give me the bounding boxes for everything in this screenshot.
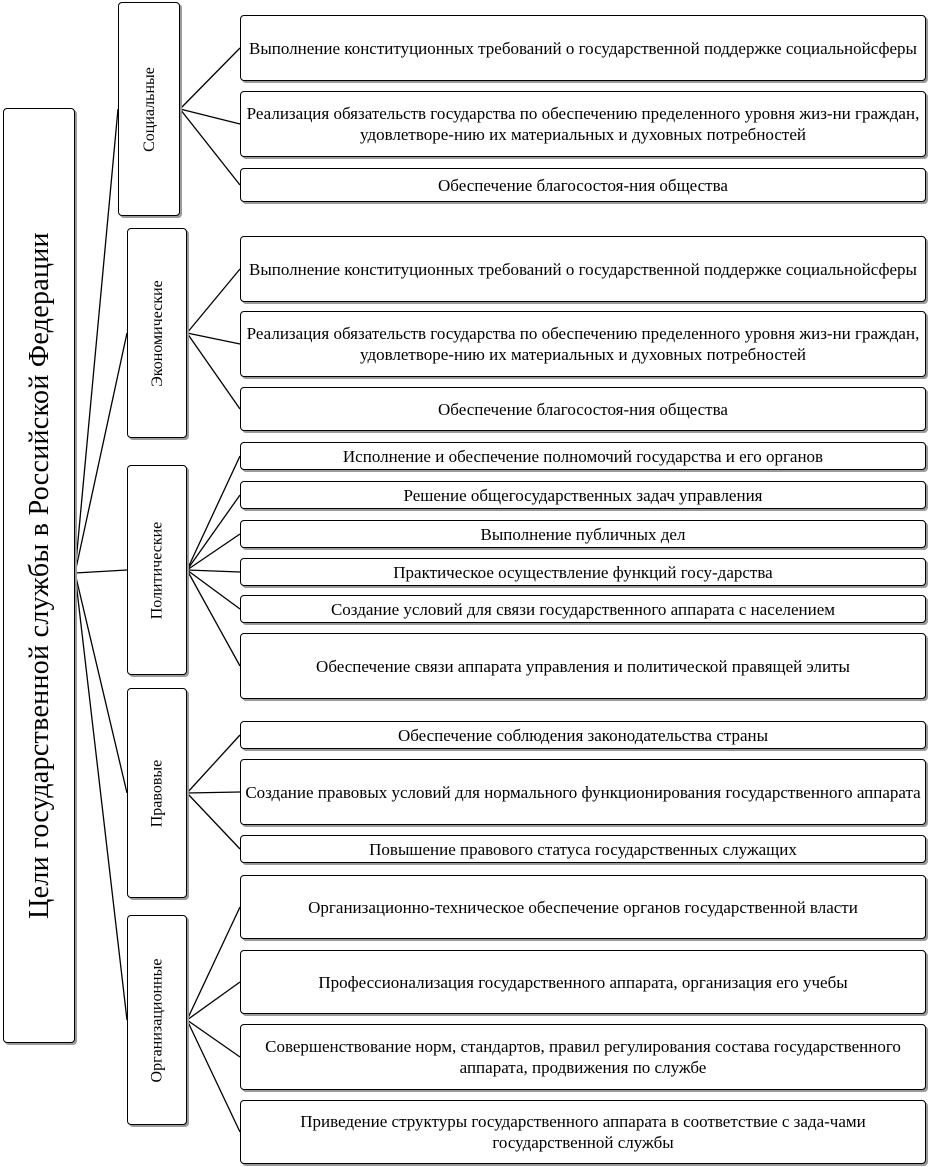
goal-social-3	[240, 168, 926, 202]
goal-organizational-4	[240, 1100, 926, 1164]
category-social-label: Социальные	[140, 66, 158, 152]
category-economic	[127, 228, 187, 438]
connector-root-political	[75, 570, 127, 573]
connector-economic-3	[187, 333, 240, 409]
goal-legal-2	[240, 759, 926, 825]
goal-political-3	[240, 520, 926, 548]
root-goals-label: Цели государственной службы в Российской Федерации	[23, 232, 55, 919]
category-social	[118, 2, 180, 216]
connector-organizational-1	[187, 907, 240, 1020]
connector-economic-2	[187, 333, 240, 344]
goal-legal-1-text: Обеспечение соблюдения законодательства страны	[397, 725, 769, 745]
goal-political-4-text: Практическое осуществление функций госу-дарства	[393, 562, 773, 582]
connector-root-social	[75, 109, 118, 573]
goal-political-1-text: Исполнение и обеспечение полномочий государства и его органов	[342, 446, 824, 466]
goal-organizational-1	[240, 875, 926, 939]
goal-political-6-text: Обеспечение связи аппарата управления и политической правящей элиты	[316, 656, 850, 676]
category-economic-label: Экономические	[148, 279, 166, 387]
connector-political-4	[187, 570, 240, 572]
connector-organizational-3	[187, 1020, 240, 1057]
goal-political-5	[240, 595, 926, 623]
category-organizational-label: Организационные	[148, 958, 166, 1082]
connector-legal-3	[187, 793, 240, 849]
goal-political-5-text: Создание условий для связи государственного аппарата с населением	[330, 599, 836, 619]
goal-political-4	[240, 558, 926, 586]
goal-economic-1-text: Выполнение конституционных требований о государственной поддержке социальнойсферы	[249, 259, 917, 279]
goal-political-1	[240, 442, 926, 470]
goal-social-1-text: Выполнение конституционных требований о государственной поддержке социальнойсферы	[249, 38, 917, 58]
goal-organizational-1-text: Организационно-техническое обеспечение органов государственной власти	[308, 897, 858, 917]
connector-social-2	[180, 109, 240, 124]
category-organizational	[127, 915, 187, 1125]
goal-political-3-text: Выполнение публичных дел	[480, 524, 686, 544]
connector-root-organizational	[75, 573, 127, 1020]
root-goals-box	[3, 108, 75, 1043]
goal-social-2-text: Реализация обязательств государства по обеспечению пределенного уровня жиз-ни граждан, удовлетворе-нию их материальных и духовных потребностей	[246, 104, 920, 144]
connector-root-economic	[75, 333, 127, 573]
connector-political-5	[187, 570, 240, 609]
category-political	[127, 465, 187, 675]
connector-legal-2	[187, 792, 240, 793]
connector-organizational-4	[187, 1020, 240, 1132]
goal-organizational-2	[240, 950, 926, 1014]
goal-legal-1	[240, 721, 926, 749]
goal-organizational-2-text: Профессионализация государственного аппарата, организация его учебы	[318, 972, 848, 992]
goal-economic-3-text: Обеспечение благосостоя-ния общества	[438, 399, 728, 419]
goal-organizational-4-text: Приведение структуры государственного аппарата в соответствие с зада-чами государственной службы	[300, 1112, 866, 1152]
goal-legal-3-text: Повышение правового статуса государственных служащих	[369, 839, 797, 859]
connector-organizational-2	[187, 982, 240, 1020]
goal-economic-3	[240, 387, 926, 431]
connector-political-2	[187, 495, 240, 570]
connector-social-3	[180, 109, 240, 185]
connector-legal-1	[187, 735, 240, 793]
category-legal-label: Правовые	[148, 759, 166, 827]
goal-economic-2-text: Реализация обязательств государства по обеспечению пределенного уровня жиз-ни граждан, удовлетворе-нию их материальных и духовных потребностей	[246, 324, 920, 364]
connector-political-6	[187, 570, 240, 666]
goal-legal-2-text: Создание правовых условий для нормального функционирования государственного аппарата	[245, 782, 921, 802]
goal-political-2	[240, 481, 926, 509]
goal-economic-2	[240, 311, 926, 377]
connector-political-1	[187, 456, 240, 570]
category-political-label: Политические	[148, 521, 166, 619]
goal-organizational-3-text: Совершенствование норм, стандартов, правил регулирования состава государственного аппарата, продвижения по службе	[265, 1037, 901, 1077]
goal-economic-1	[240, 236, 926, 302]
goal-social-1	[240, 15, 926, 81]
goal-political-6	[240, 633, 926, 699]
goal-legal-3	[240, 835, 926, 863]
goal-social-2	[240, 91, 926, 157]
goal-social-3-text: Обеспечение благосостоя-ния общества	[438, 175, 728, 195]
connector-economic-1	[187, 269, 240, 333]
goal-organizational-3	[240, 1024, 926, 1090]
connector-root-legal	[75, 573, 127, 793]
goal-political-2-text: Решение общегосударственных задач управления	[403, 485, 763, 505]
category-legal	[127, 688, 187, 898]
connector-social-1	[180, 48, 240, 109]
